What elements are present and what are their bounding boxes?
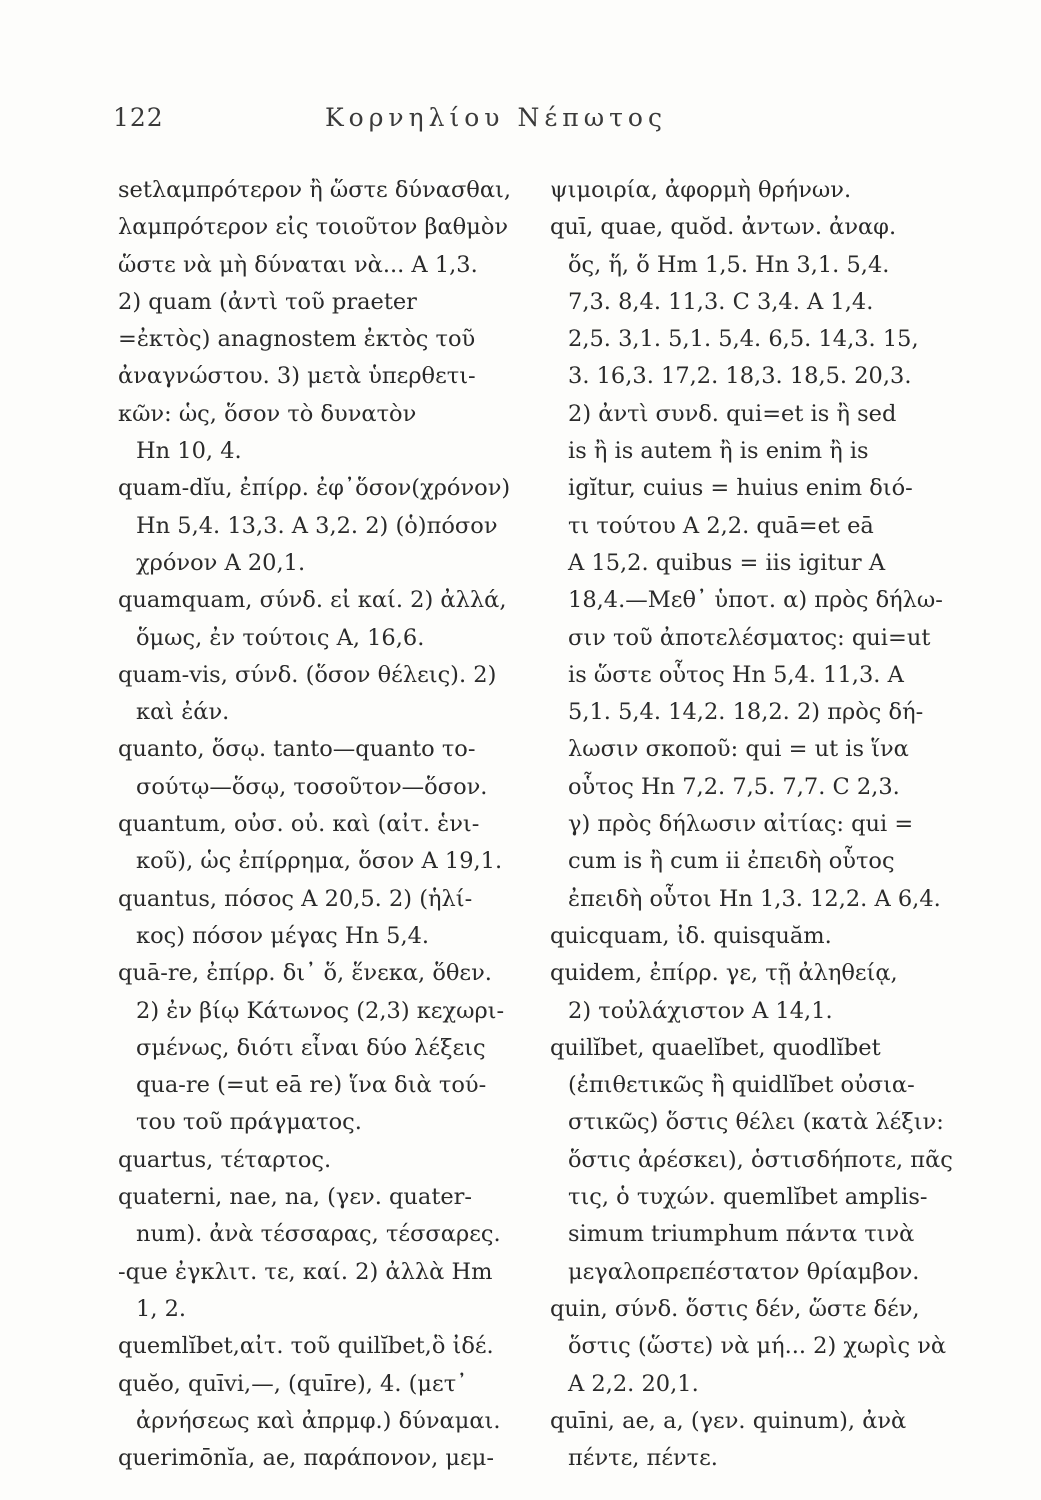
dictionary-line: σούτῳ—ὅσῳ, τοσοῦτον—ὅσον.: [136, 773, 488, 800]
dictionary-line: quā-re, ἐπίρρ. δι᾿ ὅ, ἕνεκα, ὅθεν.: [118, 960, 492, 987]
dictionary-line: 1, 2.: [136, 1295, 187, 1322]
dictionary-line: χρόνον A 20,1.: [136, 549, 306, 576]
dictionary-line: λωσιν σκοποῦ: qui = ut is ἵνα: [568, 736, 909, 763]
dictionary-line: πέντε, πέντε.: [568, 1445, 718, 1472]
dictionary-line: 2) τοὐλάχιστον A 14,1.: [568, 997, 833, 1024]
dictionary-line: ἐπειδὴ οὗτοι Hn 1,3. 12,2. A 6,4.: [568, 885, 941, 912]
dictionary-line: στικῶς) ὅστις θέλει (κατὰ λέξιν:: [568, 1109, 944, 1136]
dictionary-line: quaterni, nae, na, (γεν. quater-: [118, 1184, 473, 1211]
dictionary-line: καὶ ἐάν.: [136, 699, 230, 726]
dictionary-line: οὗτος Hn 7,2. 7,5. 7,7. C 2,3.: [568, 773, 900, 800]
dictionary-line: quī, quae, quŏd. ἀντων. ἀναφ.: [550, 214, 897, 241]
dictionary-line: ἀναγνώστου. 3) μετὰ ὑπερθετι-: [118, 363, 476, 390]
dictionary-line: quanto, ὅσῳ. tanto—quanto το-: [118, 736, 476, 763]
dictionary-line: Hn 10, 4.: [136, 438, 242, 465]
dictionary-line: γ) πρὸς δήλωσιν αἰτίας: qui =: [568, 811, 914, 838]
dictionary-line: A 2,2. 20,1.: [568, 1370, 699, 1397]
dictionary-line: quemlĭbet,αἰτ. τοῦ quilĭbet,ὃ ἰδέ.: [118, 1333, 494, 1360]
dictionary-line: 2) ἐν βίῳ Κάτωνος (2,3) κεχωρι-: [136, 997, 505, 1024]
dictionary-line: σμένως, διότι εἶναι δύο λέξεις: [136, 1034, 486, 1061]
running-head: Κορνηλίου Νέπωτος: [325, 103, 667, 132]
dictionary-line: ὅμως, ἐν τούτοις A, 16,6.: [136, 624, 425, 651]
right-column: [550, 172, 965, 1477]
dictionary-line: simum triumphum πάντα τινὰ: [568, 1221, 915, 1248]
dictionary-line: 5,1. 5,4. 14,2. 18,2. 2) πρὸς δή-: [568, 699, 924, 726]
dictionary-line: ὅστις ἀρέσκει), ὁστισδήποτε, πᾶς: [568, 1146, 953, 1173]
dictionary-line: 18,4.—Μεθ᾿ ὑποτ. α) πρὸς δήλω-: [568, 587, 943, 614]
dictionary-line: quin, σύνδ. ὅστις δέν, ὥστε δέν,: [550, 1295, 920, 1322]
dictionary-line: (ἐπιθετικῶς ἢ quidlĭbet οὐσια-: [568, 1072, 915, 1099]
dictionary-line: igĭtur, cuius = huius enim διό-: [568, 475, 913, 502]
dictionary-line: κῶν: ὡς, ὅσον τὸ δυνατὸν: [118, 400, 417, 427]
left-column: [118, 172, 523, 1477]
dictionary-line: quicquam, ἰδ. quisquăm.: [550, 922, 832, 949]
dictionary-line: cum is ἢ cum ii ἐπειδὴ οὗτος: [568, 848, 895, 875]
dictionary-line: A 15,2. quibus = iis igitur A: [568, 549, 886, 576]
dictionary-line: 2) quam (ἀντὶ τοῦ praeter: [118, 288, 417, 315]
dictionary-line: =ἐκτὸς) anagnostem ἐκτὸς τοῦ: [118, 326, 476, 353]
dictionary-line: num). ἀνὰ τέσσαρας, τέσσαρες.: [136, 1221, 501, 1248]
dictionary-line: ἀρνήσεως καὶ ἀπρμφ.) δύναμαι.: [136, 1407, 501, 1434]
dictionary-line: quilĭbet, quaelĭbet, quodlĭbet: [550, 1034, 881, 1061]
dictionary-line: κος) πόσον μέγας Hn 5,4.: [136, 922, 430, 949]
dictionary-line: σιν τοῦ ἀποτελέσματος: qui=ut: [568, 624, 931, 651]
dictionary-line: is ἢ is autem ἢ is enim ἢ is: [568, 438, 869, 465]
dictionary-line: 7,3. 8,4. 11,3. C 3,4. A 1,4.: [568, 288, 874, 315]
dictionary-line: λαμπρότερον εἰς τοιοῦτον βαθμὸν: [118, 214, 509, 241]
dictionary-line: μεγαλοπρεπέστατον θρίαμβον.: [568, 1258, 920, 1285]
dictionary-line: quamquam, σύνδ. εἰ καί. 2) ἀλλά,: [118, 587, 507, 614]
dictionary-line: quīni, ae, a, (γεν. quinum), ἀνὰ: [550, 1407, 907, 1434]
dictionary-line: quam-dĭu, ἐπίρρ. ἐφ᾿ὅσον(χρόνον): [118, 475, 511, 502]
dictionary-line: κοῦ), ὡς ἐπίρρημα, ὅσον A 19,1.: [136, 848, 503, 875]
dictionary-line: quartus, τέταρτος.: [118, 1146, 332, 1173]
dictionary-line: is ὥστε οὗτος Hn 5,4. 11,3. A: [568, 661, 904, 688]
dictionary-line: ὥστε νὰ μὴ δύναται νὰ... A 1,3.: [118, 251, 478, 278]
dictionary-line: quantum, οὐσ. οὐ. καὶ (αἰτ. ἑνι-: [118, 811, 480, 838]
dictionary-line: Hn 5,4. 13,3. A 3,2. 2) (ὁ)πόσον: [136, 512, 498, 539]
dictionary-line: τι τούτου A 2,2. quā=et eā: [568, 512, 874, 539]
dictionary-line: -que ἐγκλιτ. τε, καί. 2) ἀλλὰ Hm: [118, 1258, 493, 1285]
page-number: 122: [113, 103, 164, 132]
dictionary-line: 2,5. 3,1. 5,1. 5,4. 6,5. 14,3. 15,: [568, 326, 919, 353]
dictionary-line: 2) ἀντὶ συνδ. qui=et is ἢ sed: [568, 400, 897, 427]
dictionary-line: ψιμοιρία, ἀφορμὴ θρήνων.: [550, 177, 852, 203]
dictionary-line: ὅστις (ὥστε) νὰ μή... 2) χωρὶς νὰ: [568, 1333, 947, 1360]
dictionary-line: quĕo, quīvi,—, (quīre), 4. (μετ᾿: [118, 1370, 468, 1397]
dictionary-line: setλαμπρότερον ἢ ὥστε δύνασθαι,: [118, 177, 512, 203]
dictionary-line: του τοῦ πράγματος.: [136, 1109, 362, 1136]
dictionary-line: quam-vis, σύνδ. (ὅσον θέλεις). 2): [118, 661, 497, 688]
dictionary-line: τις, ὁ τυχών. quemlĭbet amplis-: [568, 1184, 928, 1211]
dictionary-line: quidem, ἐπίρρ. γε, τῇ ἀληθείᾳ,: [550, 960, 898, 987]
dictionary-line: qua-re (=ut eā re) ἵνα διὰ τού-: [136, 1072, 487, 1099]
dictionary-line: ὅς, ἥ, ὅ Hm 1,5. Hn 3,1. 5,4.: [568, 251, 890, 278]
dictionary-line: querimōnĭa, ae, παράπονον, μεμ-: [118, 1445, 494, 1472]
dictionary-line: 3. 16,3. 17,2. 18,3. 18,5. 20,3.: [568, 363, 912, 390]
dictionary-line: quantus, πόσος A 20,5. 2) (ἡλί-: [118, 885, 473, 912]
